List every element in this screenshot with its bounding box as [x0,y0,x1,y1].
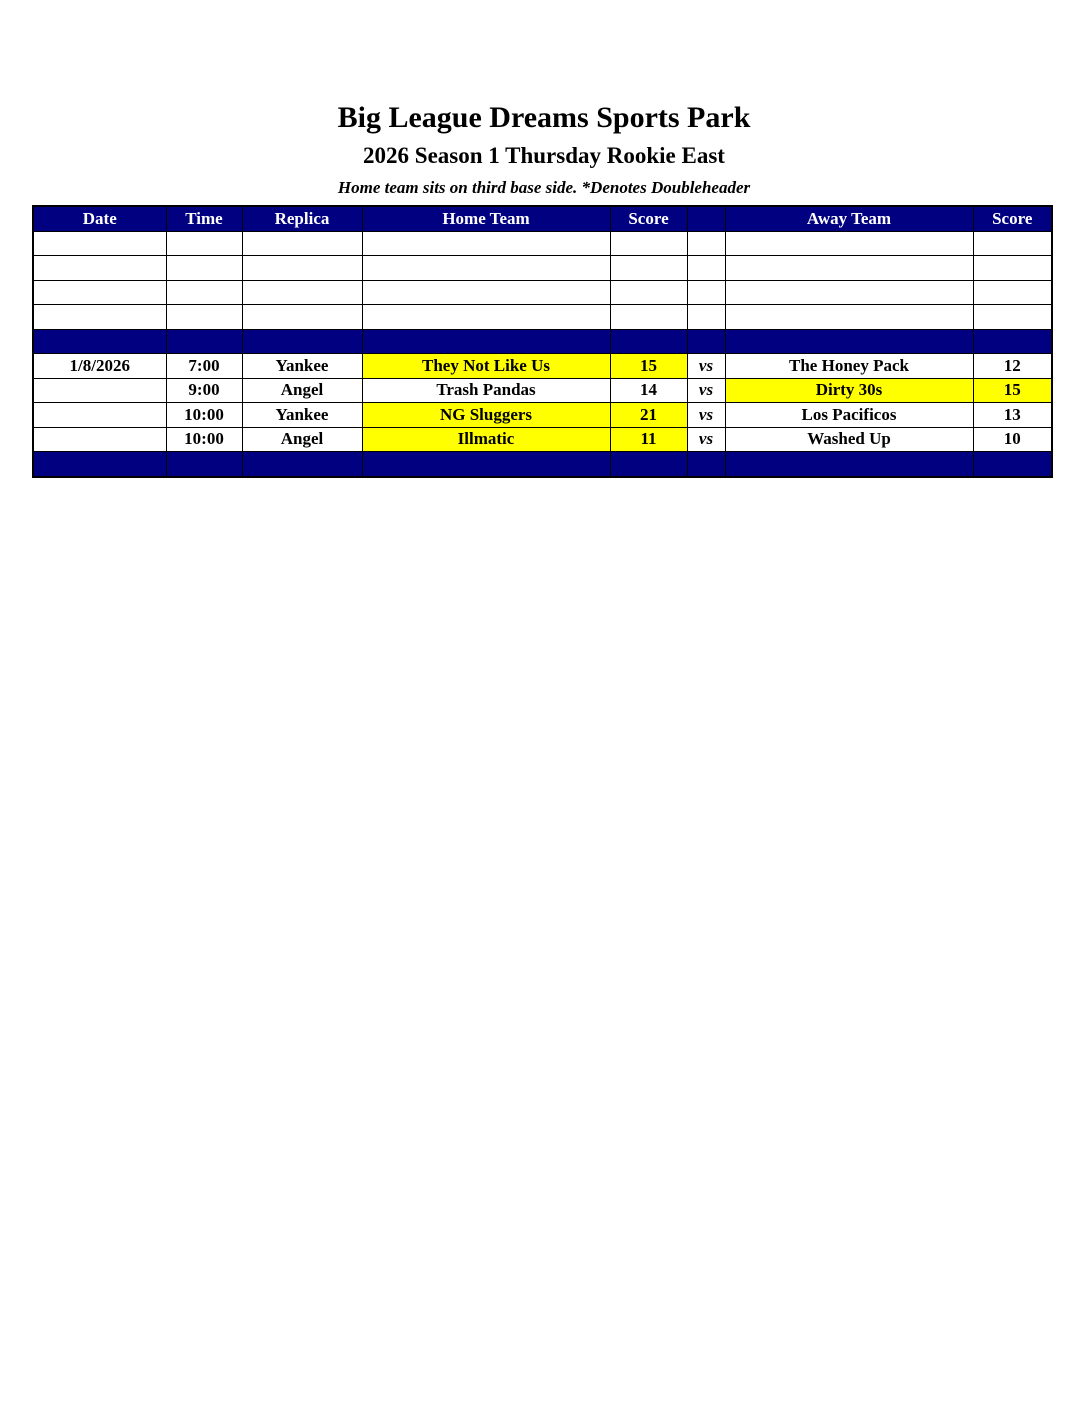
game-time: 9:00 [166,378,242,403]
page-subtitle: 2026 Season 1 Thursday Rookie East [363,143,725,168]
game-row [33,403,1052,428]
home-score: 11 [610,427,687,452]
col-away-team: Away Team [725,206,973,231]
col-time: Time [166,206,242,231]
col-date: Date [33,206,166,231]
home-team: Trash Pandas [362,378,610,403]
empty-row [33,256,1052,281]
home-score: 21 [610,403,687,428]
separator-row [33,329,1052,354]
empty-row [33,231,1052,256]
game-time: 10:00 [166,427,242,452]
game-row [33,427,1052,452]
col-home-team: Home Team [362,206,610,231]
game-row [33,378,1052,403]
empty-row [33,305,1052,330]
home-score: 14 [610,378,687,403]
away-team: The Honey Pack [725,354,973,379]
away-score: 15 [973,378,1052,403]
vs-label: vs [687,354,725,379]
away-score: 10 [973,427,1052,452]
header-row [33,206,1052,231]
away-score: 13 [973,403,1052,428]
away-team: Washed Up [725,427,973,452]
home-team: NG Sluggers [362,403,610,428]
col-away-score: Score [973,206,1052,231]
game-replica: Yankee [242,354,362,379]
home-score: 15 [610,354,687,379]
home-team: Illmatic [362,427,610,452]
separator-row [33,452,1052,477]
vs-label: vs [687,427,725,452]
doubleheader-note: Home team sits on third base side. *Denotes Doubleheader [337,178,751,197]
game-row [33,354,1052,379]
schedule-table [32,205,1053,478]
page-title: Big League Dreams Sports Park [337,101,751,134]
vs-label: vs [687,403,725,428]
col-replica: Replica [242,206,362,231]
col-vs [687,206,725,231]
game-replica: Yankee [242,403,362,428]
game-replica: Angel [242,427,362,452]
game-date [33,378,166,403]
game-date: 1/8/2026 [33,354,166,379]
game-replica: Angel [242,378,362,403]
home-team: They Not Like Us [362,354,610,379]
game-date [33,427,166,452]
game-date [33,403,166,428]
game-time: 7:00 [166,354,242,379]
game-time: 10:00 [166,403,242,428]
empty-row [33,280,1052,305]
vs-label: vs [687,378,725,403]
away-score: 12 [973,354,1052,379]
col-home-score: Score [610,206,687,231]
away-team: Dirty 30s [725,378,973,403]
away-team: Los Pacificos [725,403,973,428]
